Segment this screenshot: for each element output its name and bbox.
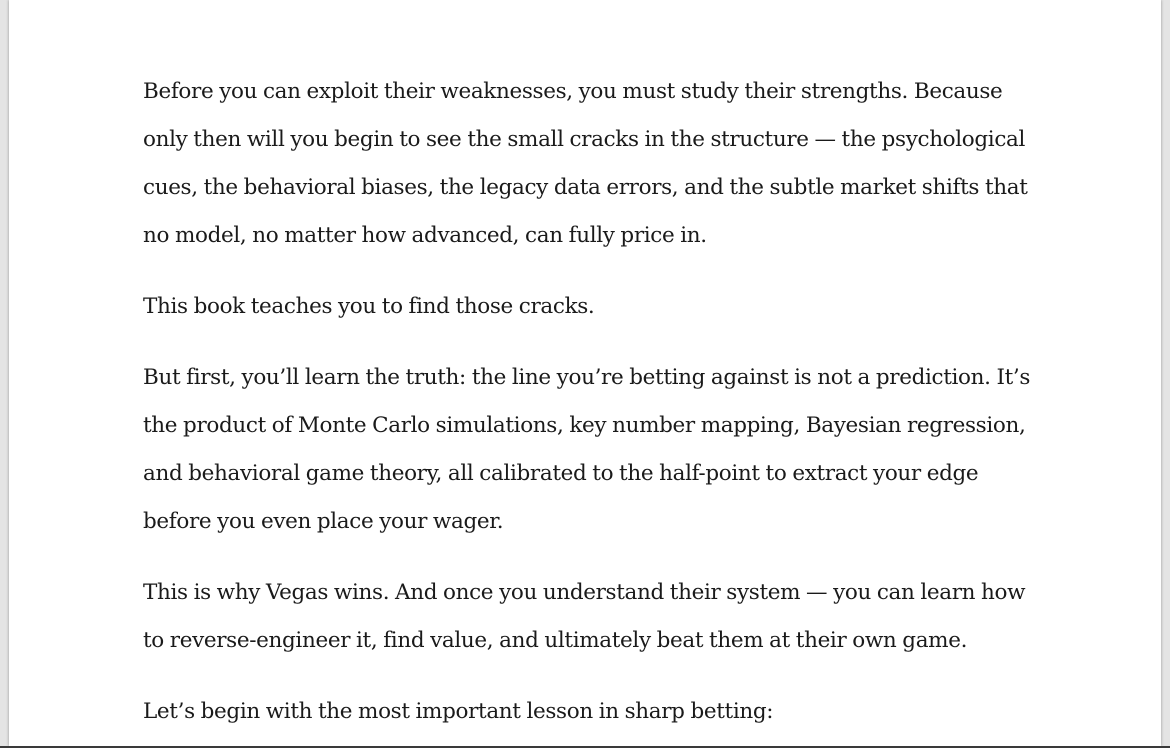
text-line: This is why Vegas wins. And once you understand their system — you can learn how (143, 580, 1026, 605)
text-line: no model, no matter how advanced, can fully price in. (143, 223, 707, 248)
text-line: Before you can exploit their weaknesses, you must study their strengths. Because (143, 79, 1003, 104)
text-line: This book teaches you to find those cracks. (143, 294, 595, 319)
text-line: only then will you begin to see the small cracks in the structure — the psychological (143, 127, 1026, 152)
text-line: cues, the behavioral biases, the legacy data errors, and the subtle market shifts that (143, 175, 1028, 200)
paragraph-3 (143, 354, 1043, 546)
text-line: to reverse-engineer it, find value, and ultimately beat them at their own game. (143, 628, 968, 653)
document-body (143, 68, 1043, 746)
paragraph-5 (143, 688, 1043, 736)
text-line: the product of Monte Carlo simulations, key number mapping, Bayesian regression, (143, 413, 1026, 438)
text-line: But first, you’ll learn the truth: the line you’re betting against is not a prediction. It’s (143, 365, 1031, 390)
paragraph-2 (143, 283, 1043, 331)
document-page (9, 0, 1161, 746)
text-line: before you even place your wager. (143, 509, 504, 534)
text-line: and behavioral game theory, all calibrated to the half-point to extract your edge (143, 461, 979, 486)
paragraph-1 (143, 68, 1043, 260)
paragraph-4 (143, 569, 1043, 665)
text-line: Let’s begin with the most important lesson in sharp betting: (143, 699, 774, 724)
